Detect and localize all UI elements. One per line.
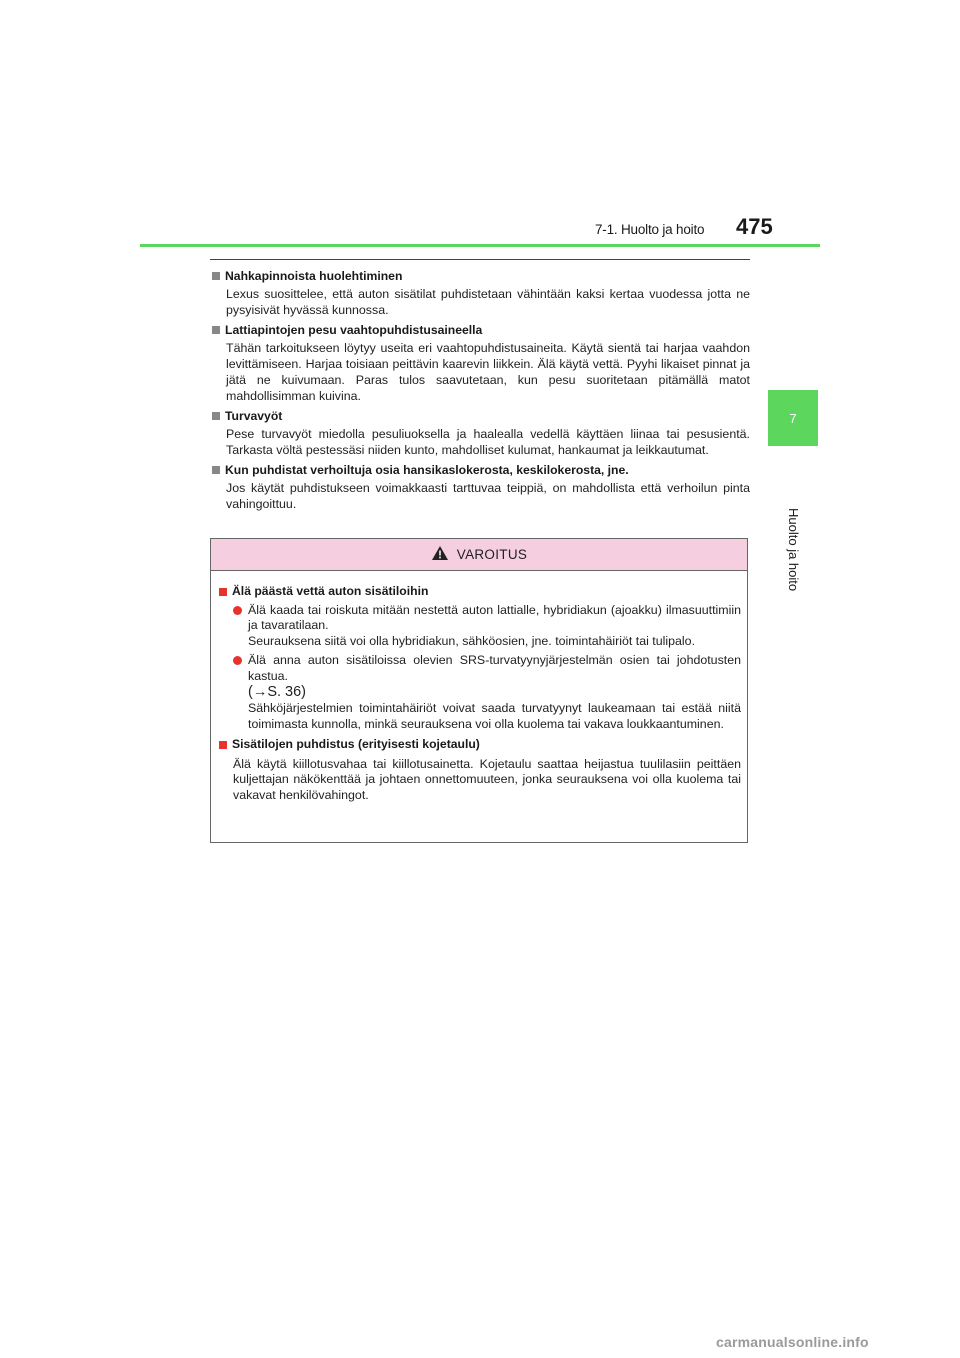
page-reference-link[interactable]: (→S. 36) (248, 684, 307, 700)
bullet-text: Älä kaada tai roiskuta mitään nestettä auton lattialle, hybridiakun (ajoakku) ilmasuuttimiin ja tavaratilaan. (248, 602, 741, 632)
chapter-tab[interactable] (768, 390, 818, 446)
section-title: Lattiapintojen pesu vaahtopuhdistusaineella (225, 323, 483, 337)
section-body: Tähän tarkoitukseen löytyy useita eri vaahtopuhdistusaineita. Käytä sientä tai harjaa vaahdon levittämiseen. Harjaa toisiaan peittävin kaarevin liikkein. Älä käytä vettä. Pyyhi likaiset pinnat ja jätä ne kuivumaan. Paras tulos saavutetaan, kun pesu suoritetaan pitämällä matot mahdollisimman kuivina. (226, 341, 750, 403)
red-dot-icon (233, 656, 242, 665)
main-content (210, 268, 750, 516)
warning-bullet (233, 653, 741, 732)
section-body: Lexus suosittelee, että auton sisätilat puhdistetaan vähintään kaksi kertaa vuodessa jotta ne pysyisivät hyvässä kunnossa. (226, 287, 750, 317)
square-bullet-icon (212, 412, 220, 420)
warning-section-title: Älä päästä vettä auton sisätiloihin (232, 584, 429, 598)
section-floor-foam (210, 322, 750, 404)
warning-triangle-icon (431, 545, 449, 564)
warning-content (211, 571, 747, 803)
chapter-number: 7 (789, 410, 797, 426)
content-top-rule (210, 259, 750, 260)
section-body: Jos käytät puhdistukseen voimakkaasti tarttuvaa teippiä, on mahdollista että verhoilun pinta vahingoittuu. (226, 481, 750, 511)
bullet-text: Älä anna auton sisätiloissa olevien SRS-turvatyynyjärjestelmän osien tai johdotusten kastua. (248, 653, 741, 683)
header-section-title: 7-1. Huolto ja hoito (595, 222, 705, 237)
bullet-continuation: Sähköjärjestelmien toimintahäiriöt voivat saada turvatyynyt laukeamaan tai estää niitä toimimasta kunnolla, minkä seurauksena voi olla kuolema tai vakava loukkaantuminen. (248, 701, 741, 731)
red-square-bullet-icon (219, 741, 227, 749)
section-upholstered-parts (210, 462, 750, 512)
header-rule (140, 244, 820, 247)
warning-bullet (233, 603, 741, 650)
square-bullet-icon (212, 326, 220, 334)
bullet-continuation: Seurauksena siitä voi olla hybridiakun, sähköosien, jne. toimintahäiriöt tai tulipalo. (248, 633, 696, 648)
warning-section-water (217, 584, 741, 732)
chapter-label: Huolto ja hoito (786, 508, 801, 592)
square-bullet-icon (212, 466, 220, 474)
square-bullet-icon (212, 272, 220, 280)
warning-header (211, 539, 747, 571)
section-title: Nahkapinnoista huolehtiminen (225, 269, 403, 283)
section-seatbelts (210, 408, 750, 458)
warning-section-body: Älä käytä kiillotusvahaa tai kiillotusainetta. Kojetaulu saattaa heijastua tuulilasiin peittäen kuljettajan näkökenttää ja johtaen onnettomuuteen, jonka seurauksena voi olla kuolema tai vakavat henkilövahingot. (233, 756, 741, 802)
warning-heading: VAROITUS (456, 547, 528, 562)
red-square-bullet-icon (219, 588, 227, 596)
section-body: Pese turvavyöt miedolla pesuliuoksella ja haalealla vedellä käyttäen liinaa tai pesusientä. Tarkasta völtä pestessäsi niiden kunto, mahdolliset kulumat, hankaumat ja leikkautumat. (226, 427, 750, 457)
warning-box (210, 538, 748, 843)
watermark: carmanualsonline.info (716, 1334, 869, 1350)
warning-section-title: Sisätilojen puhdistus (erityisesti kojetaulu) (232, 737, 480, 751)
red-dot-icon (233, 606, 242, 615)
warning-section-dashboard (217, 737, 741, 803)
section-title: Turvavyöt (225, 409, 283, 423)
section-leather-care (210, 268, 750, 318)
page-number: 475 (736, 214, 773, 239)
section-title: Kun puhdistat verhoiltuja osia hansikaslokerosta, keskilokerosta, jne. (225, 463, 629, 477)
